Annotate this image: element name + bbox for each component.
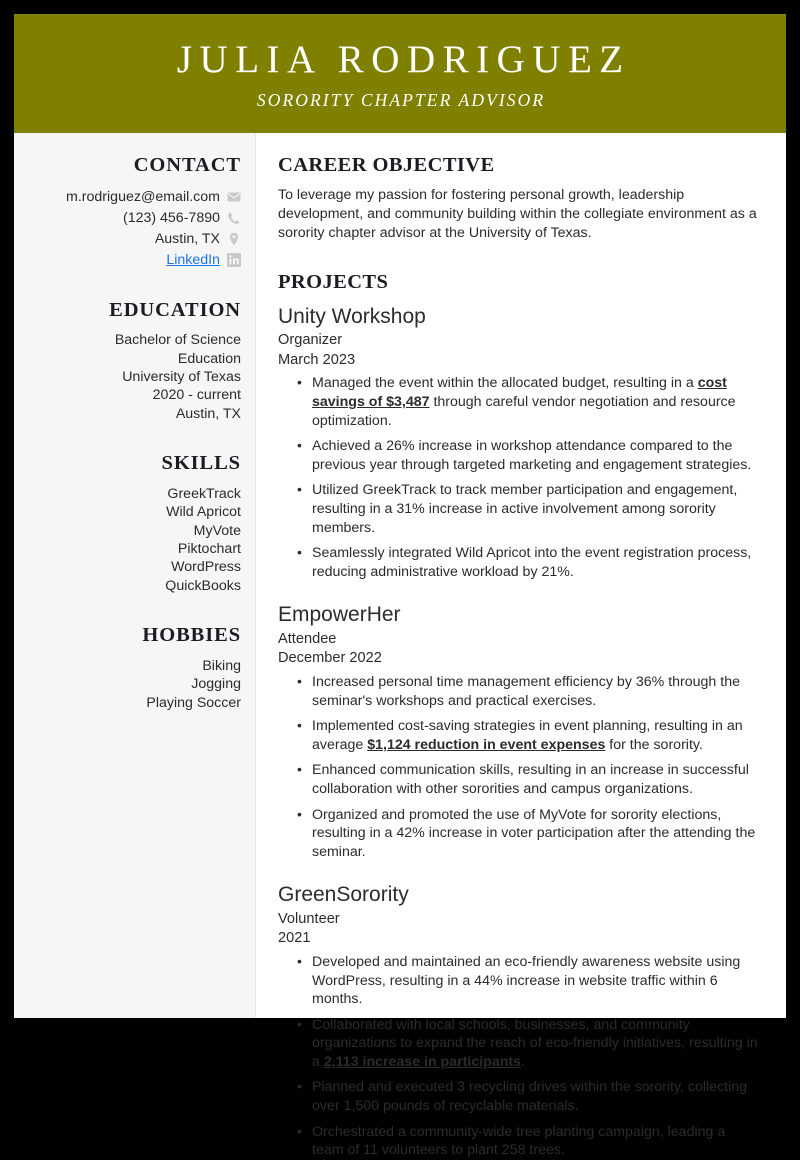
education-line: 2020 - current — [152, 387, 241, 404]
bullet-text: Achieved a 26% increase in workshop attendance compared to the previous year through targeted marketing and engagement strategies. — [312, 438, 752, 473]
hobbies-heading: HOBBIES — [142, 624, 241, 647]
bullet-text: Increased personal time management efficiency by 36% through the seminar's workshops and practical exercises. — [312, 673, 740, 709]
skill-item: MyVote — [193, 522, 241, 539]
skill-item: WordPress — [171, 559, 241, 576]
linkedin-icon — [227, 253, 241, 267]
project-bullets — [278, 374, 760, 581]
candidate-title: SORORITY CHAPTER ADVISOR — [256, 90, 546, 111]
bullet-text: Enhanced communication skills, resulting in an increase in successful collaboration with other sororities and campus organizations. — [312, 762, 749, 797]
projects-list — [278, 304, 760, 1160]
bullet-text-tail: through careful vendor negotiation and resource optimization. — [312, 394, 736, 429]
career-objective-heading: CAREER OBJECTIVE — [278, 154, 495, 176]
bullet-text: Developed and maintained an eco-friendly awareness website using WordPress, resulting in a 44% increase in website traffic within 6 months. — [312, 953, 741, 1008]
education-line: Education — [177, 350, 241, 367]
bullet-text: Implemented cost-saving strategies in event planning, resulting in an average — [312, 718, 743, 753]
project-bullet — [312, 1016, 760, 1072]
contact-list — [24, 187, 241, 270]
bullet-text: Seamlessly integrated Wild Apricot into the event registration process, reducing administrative workload by 21%. — [312, 545, 752, 580]
skills-heading: SKILLS — [161, 452, 241, 475]
skill-item: GreekTrack — [167, 485, 241, 502]
bullet-highlight: $1,124 reduction in event expenses — [367, 736, 606, 753]
bullet-text: Orchestrated a community-wide tree planting campaign, leading a team of 11 volunteers to plant 258 trees. — [312, 1123, 726, 1159]
project-bullet — [312, 673, 760, 710]
main-column — [256, 133, 786, 1159]
hobby-item: Jogging — [191, 676, 241, 693]
project-role: Organizer — [278, 332, 343, 349]
candidate-name: JULIA RODRIGUEZ — [176, 37, 631, 81]
project-bullet — [312, 953, 760, 1009]
contact-item — [24, 229, 241, 249]
project-bullet — [312, 1123, 760, 1160]
contact-item[interactable] — [24, 250, 241, 270]
resume-header — [14, 14, 786, 133]
bullet-highlight: cost savings of $3,487 — [312, 375, 727, 410]
project-bullet — [312, 374, 760, 430]
sidebar — [14, 133, 256, 1018]
project-bullet — [312, 761, 760, 798]
phone-icon — [227, 211, 241, 225]
education-line: Austin, TX — [175, 405, 241, 422]
contact-item-label[interactable]: LinkedIn — [166, 251, 220, 268]
contact-heading: CONTACT — [133, 154, 241, 176]
bullet-text: Collaborated with local schools, businesses, and community organizations to expand the reach of eco-friendly initiatives, resulting in a — [312, 1016, 758, 1070]
project-role: Attendee — [278, 630, 337, 647]
bullet-text-tail: for the sorority. — [605, 736, 703, 753]
project-role: Volunteer — [278, 910, 340, 927]
bullet-text: Organized and promoted the use of MyVote for sorority elections, resulting in a 42% increase in voter participation after the attending the seminar. — [312, 806, 756, 860]
project-bullet — [312, 717, 760, 754]
skill-item: QuickBooks — [165, 577, 241, 594]
project-title: GreenSorority — [278, 883, 409, 907]
project-title: EmpowerHer — [278, 603, 401, 627]
contact-item-label: m.rodriguez@email.com — [66, 188, 220, 205]
project-title: Unity Workshop — [278, 304, 426, 328]
project-entry — [278, 602, 760, 861]
project-date: 2021 — [278, 930, 311, 947]
resume-page — [14, 14, 786, 1159]
location-pin-icon — [227, 232, 241, 246]
project-bullet — [312, 806, 760, 862]
project-bullets — [278, 673, 760, 861]
contact-item-label: Austin, TX — [154, 230, 220, 247]
project-entry — [278, 882, 760, 1160]
education-line: Bachelor of Science — [114, 332, 241, 349]
skills-list — [24, 485, 241, 595]
skill-item: Wild Apricot — [166, 504, 241, 521]
envelope-icon — [227, 190, 241, 204]
skill-item: Piktochart — [177, 541, 241, 558]
project-bullets — [278, 953, 760, 1160]
project-entry — [278, 304, 760, 582]
education-line: University of Texas — [122, 369, 241, 385]
contact-item — [24, 187, 241, 207]
project-date: December 2022 — [278, 650, 382, 667]
resume-body — [14, 133, 786, 1159]
project-bullet — [312, 481, 760, 537]
education-heading: EDUCATION — [109, 298, 241, 321]
contact-item-label: (123) 456-7890 — [122, 209, 220, 226]
project-date: March 2023 — [278, 351, 356, 368]
projects-heading: PROJECTS — [278, 271, 389, 294]
bullet-text-tail: . — [521, 1053, 525, 1070]
hobby-item: Biking — [202, 657, 241, 674]
education-list — [24, 331, 241, 423]
hobby-item: Playing Soccer — [146, 694, 241, 711]
project-bullet — [312, 437, 760, 474]
bullet-text: Utilized GreekTrack to track member participation and engagement, resulting in a 31% increase in active involvement among sorority members. — [312, 482, 738, 536]
bullet-text: Managed the event within the allocated budget, resulting in a — [312, 375, 698, 392]
project-bullet — [312, 544, 760, 581]
contact-item — [24, 208, 241, 228]
bullet-highlight: 2,113 increase in participants — [323, 1053, 521, 1070]
career-objective-text: To leverage my passion for fostering personal growth, leadership development, and community building within the collegiate environment as a sorority chapter advisor at the University of Texas. — [278, 186, 757, 241]
hobbies-list — [24, 657, 241, 712]
project-bullet — [312, 1078, 760, 1115]
bullet-text: Planned and executed 3 recycling drives within the sorority, collecting over 1,500 pounds of recyclable materials. — [312, 1079, 748, 1115]
